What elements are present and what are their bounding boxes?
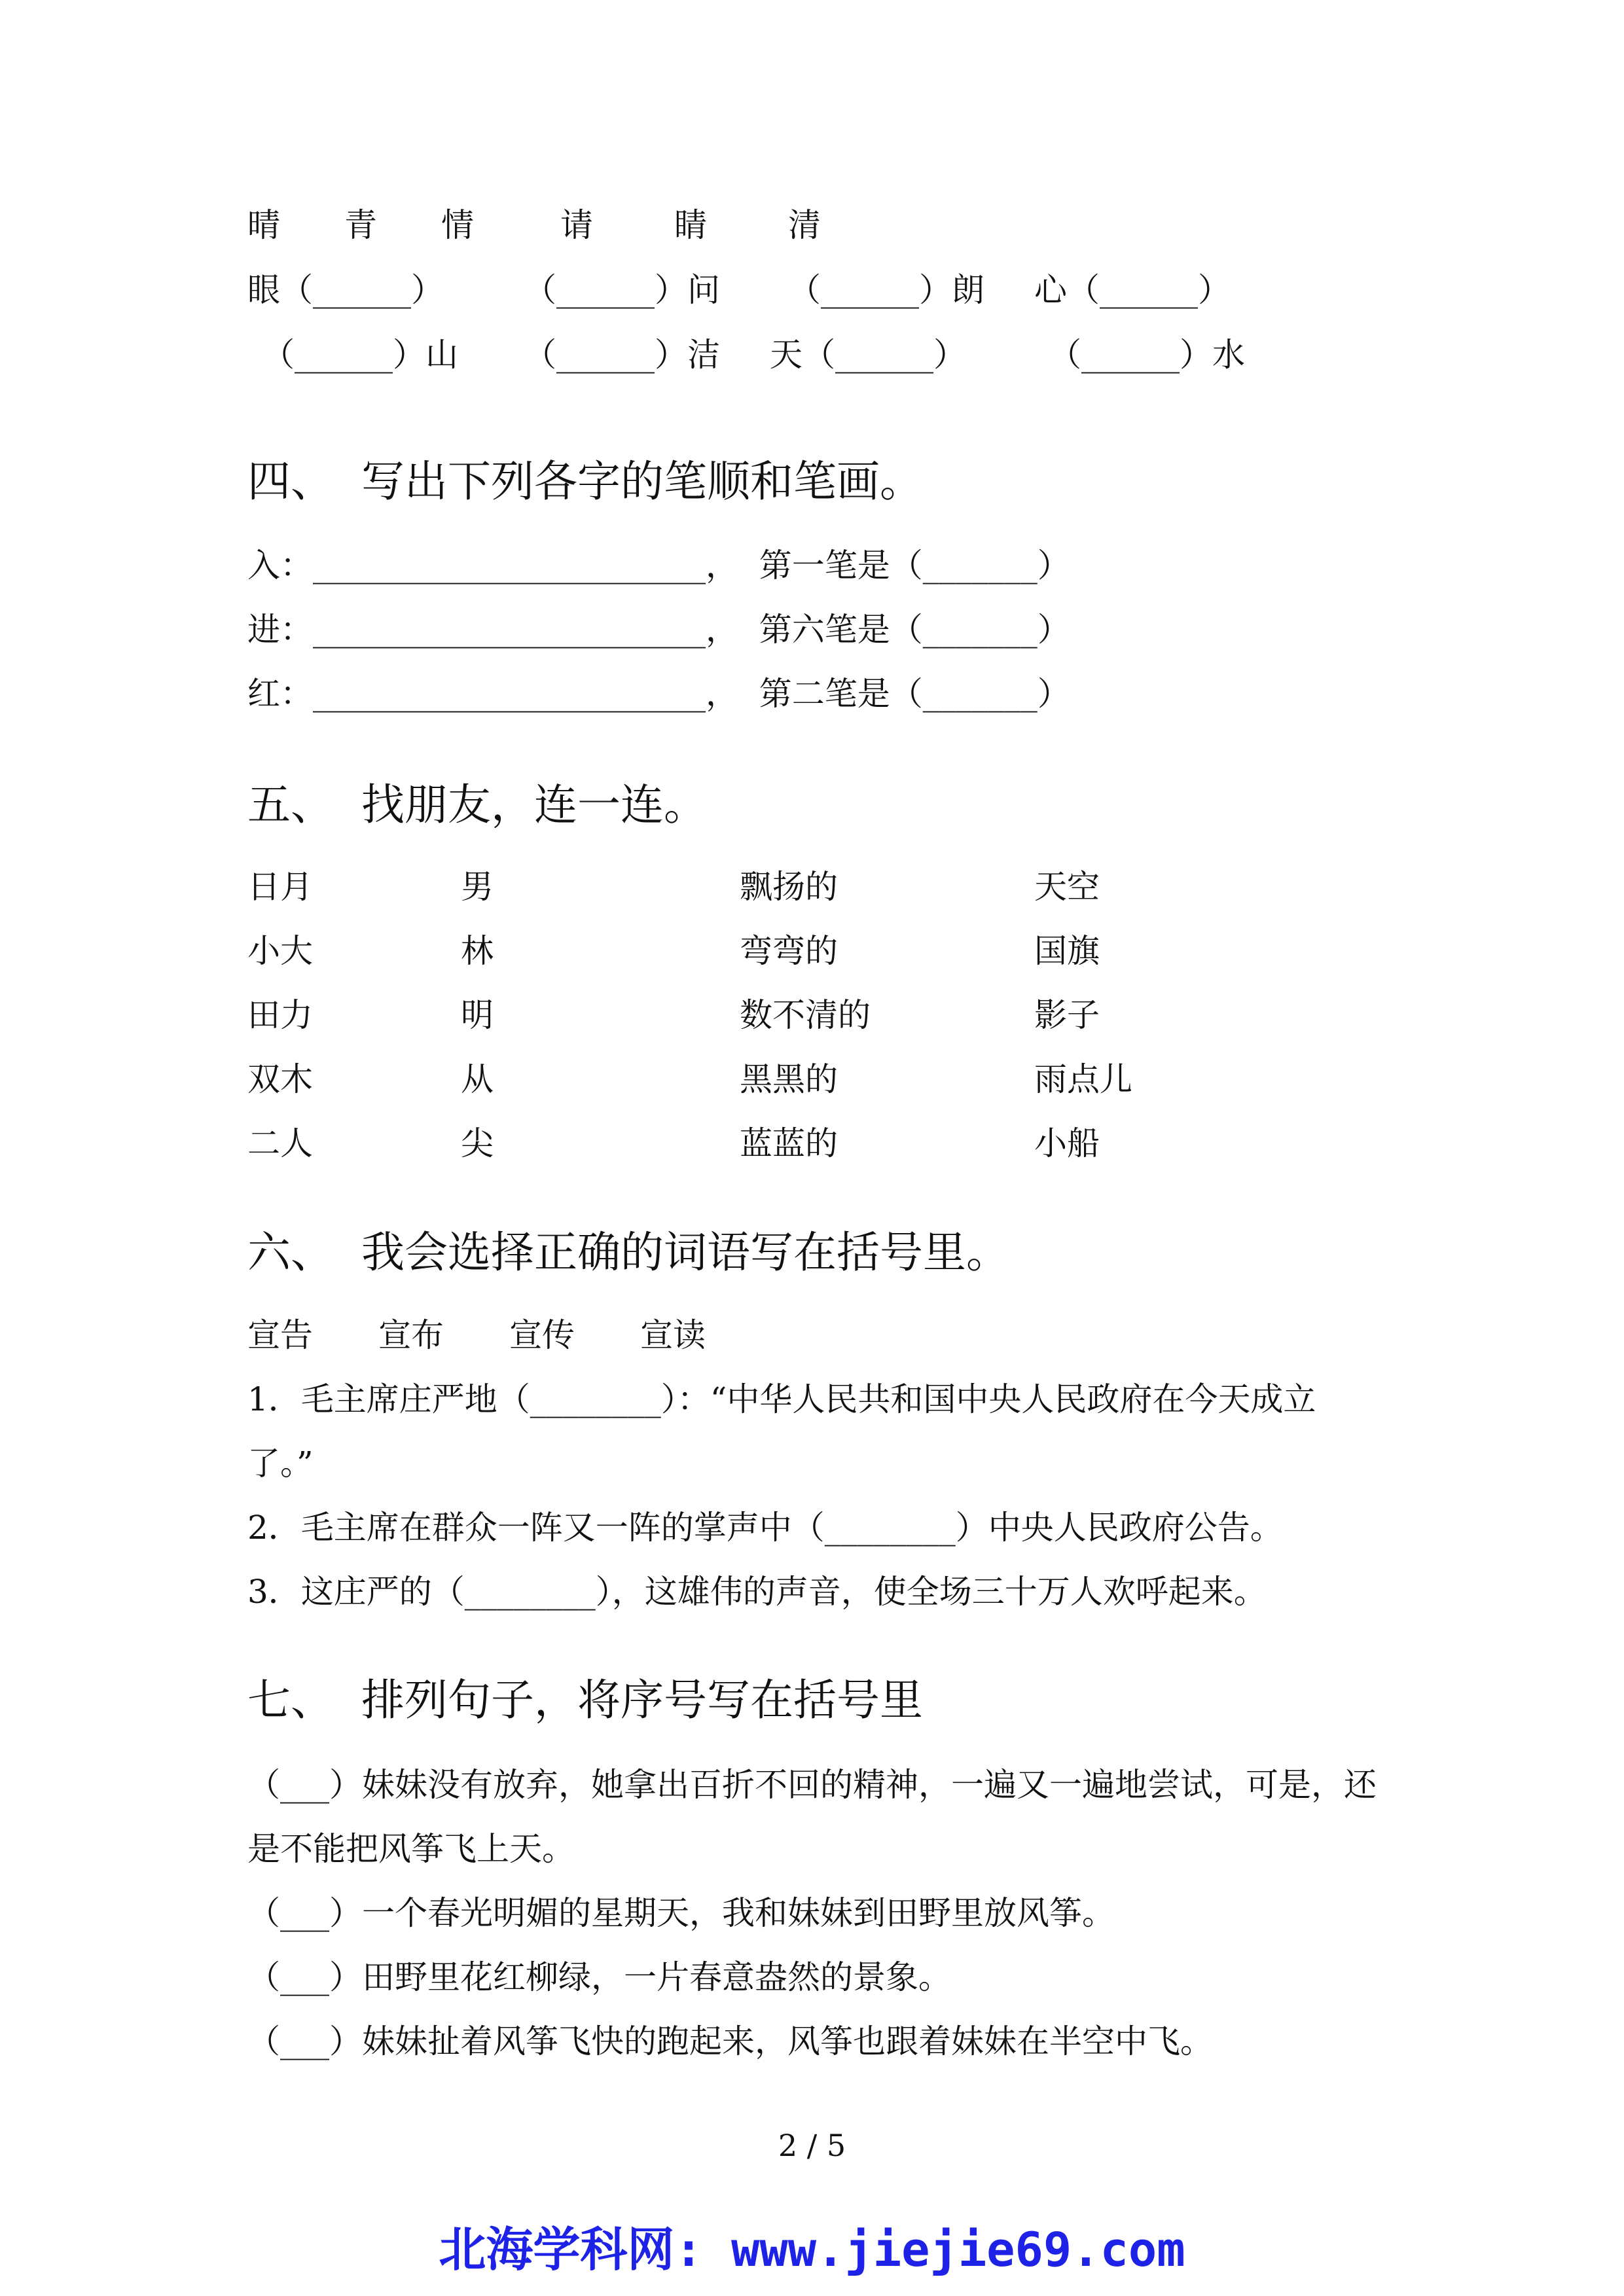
page-number: 2 / 5	[778, 2128, 846, 2163]
match-item: 林	[461, 932, 494, 970]
match-item: 黑黑的	[740, 1060, 838, 1098]
question-line: 2．毛主席在群众一阵又一阵的掌声中（________）中央人民政府公告。	[247, 1509, 1283, 1547]
word-option: 宣传	[509, 1316, 575, 1354]
match-item: 数不清的	[740, 996, 871, 1034]
match-item: 双木	[247, 1060, 313, 1098]
fill-blank: （______）朗	[788, 271, 984, 309]
question-line: 1．毛主席庄严地（________）：“中华人民共和国中央人民政府在今天成立	[247, 1380, 1316, 1418]
sentence-line: （___）妹妹扯着风筝飞快的跑起来，风筝也跟着妹妹在半空中飞。	[247, 2022, 1213, 2060]
match-item: 飘扬的	[740, 868, 838, 906]
stroke-order-line: 进：________________________， 第六笔是（_______）	[247, 611, 1070, 649]
sentence-line: 是不能把风筝飞上天。	[247, 1830, 575, 1868]
section-title: 五、 找朋友，连一连。	[247, 780, 707, 830]
char-option: 情	[441, 206, 474, 244]
match-item: 男	[461, 868, 494, 906]
char-option: 清	[788, 206, 821, 244]
sentence-line: （___）一个春光明媚的星期天，我和妹妹到田野里放风筝。	[247, 1894, 1115, 1932]
question-line: 了。”	[247, 1444, 314, 1482]
match-item: 影子	[1034, 996, 1100, 1034]
question-line: 3．这庄严的（________），这雄伟的声音，使全场三十万人欢呼起来。	[247, 1573, 1267, 1611]
match-item: 日月	[247, 868, 313, 906]
fill-blank: （______）洁	[524, 336, 720, 374]
sentence-line: （___）田野里花红柳绿，一片春意盎然的景象。	[247, 1958, 951, 1996]
char-option: 睛	[674, 206, 707, 244]
match-item: 蓝蓝的	[740, 1124, 838, 1162]
match-item: 弯弯的	[740, 932, 838, 970]
match-item: 明	[461, 996, 494, 1034]
word-option: 宣读	[640, 1316, 706, 1354]
char-option: 请	[560, 206, 593, 244]
match-item: 小大	[247, 932, 313, 970]
site-watermark: 北海学科网: www.jiejie69.com	[439, 2222, 1185, 2277]
match-item: 雨点儿	[1034, 1060, 1132, 1098]
match-item: 小船	[1034, 1124, 1100, 1162]
match-item: 二人	[247, 1124, 313, 1162]
stroke-order-line: 入：________________________， 第一笔是（_______）	[247, 547, 1070, 584]
char-option: 青	[344, 206, 377, 244]
section-title: 七、 排列句子，将序号写在括号里	[247, 1675, 923, 1725]
match-item: 国旗	[1034, 932, 1100, 970]
word-option: 宣告	[247, 1316, 313, 1354]
fill-blank: 心（______）	[1034, 271, 1231, 309]
fill-blank: 天（______）	[770, 336, 966, 374]
match-item: 天空	[1034, 868, 1100, 906]
fill-blank: 眼（______）	[247, 271, 444, 309]
match-item: 尖	[461, 1124, 494, 1162]
stroke-order-line: 红：________________________， 第二笔是（_______）	[247, 675, 1070, 713]
section-title: 四、 写出下列各字的笔顺和笔画。	[247, 456, 923, 507]
word-option: 宣布	[378, 1316, 444, 1354]
sentence-line: （___）妹妹没有放弃，她拿出百折不回的精神，一遍又一遍地尝试，可是，还	[247, 1766, 1377, 1804]
section-title: 六、 我会选择正确的词语写在括号里。	[247, 1227, 1009, 1278]
match-item: 田力	[247, 996, 313, 1034]
fill-blank: （______）问	[524, 271, 720, 309]
char-option: 晴	[247, 206, 280, 244]
match-item: 从	[461, 1060, 494, 1098]
fill-blank: （______）水	[1049, 336, 1245, 374]
fill-blank: （______）山	[262, 336, 458, 374]
